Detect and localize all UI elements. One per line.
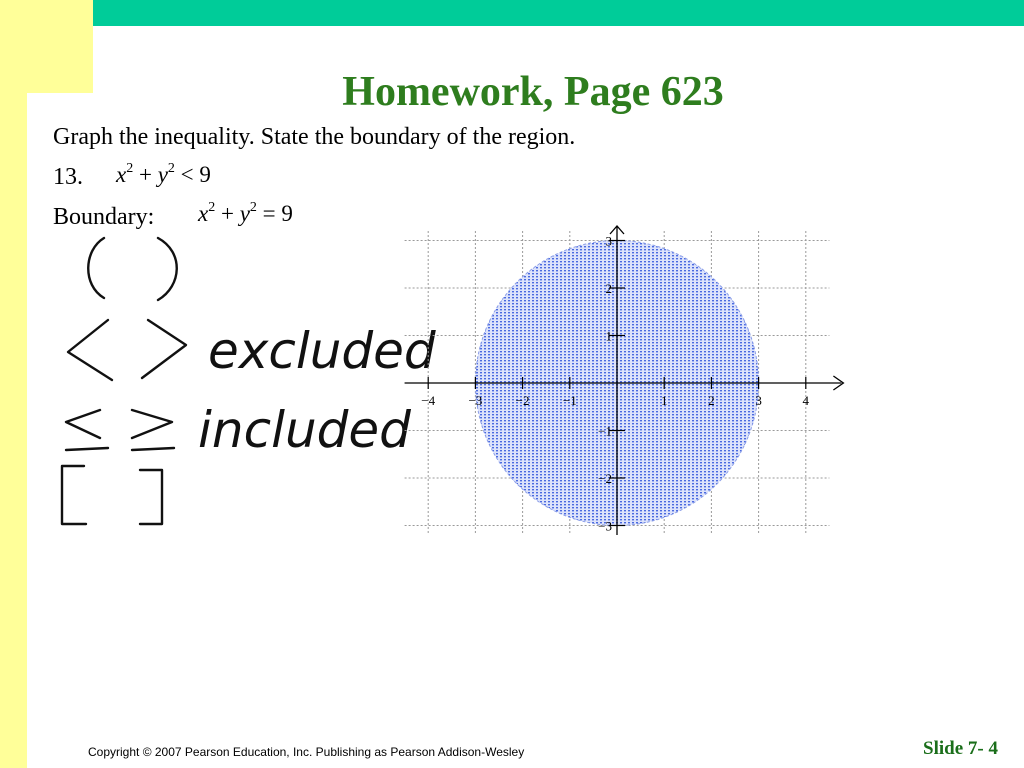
exponent: 2 [126,161,134,176]
copyright-text: Copyright © 2007 Pearson Education, Inc. Publishing as Pearson Addison-Wesley [88,745,525,759]
plus-sign: + [220,201,234,226]
var-y: y [157,162,168,187]
exponent: 2 [167,161,175,176]
var-x: x [198,201,209,226]
exponent: 2 [208,200,216,215]
y-tick-label: 3 [605,233,612,249]
x-tick-label: 4 [802,393,810,408]
x-tick-label: −3 [468,393,483,408]
x-tick-label: 1 [660,393,668,408]
exponent: 2 [249,200,257,215]
x-tick-label: −4 [421,393,436,408]
boundary-label: Boundary: [53,204,155,230]
var-y: y [239,201,250,226]
plus-sign: + [138,162,152,187]
y-tick-label: −3 [598,518,612,534]
less-than-sign: < [180,162,194,187]
slide-title: Homework, Page 623 [342,69,724,115]
rhs-value: 9 [199,162,211,187]
x-tick-label: −2 [515,393,530,408]
y-tick-label: 2 [605,281,612,296]
y-tick-label: −2 [598,471,612,486]
x-tick-label: 3 [755,393,762,408]
problem-number: 13. [53,164,83,190]
instruction-text: Graph the inequality. State the boundary of the region. [53,124,576,150]
rhs-value: 9 [281,201,293,226]
x-tick-label: −1 [562,393,577,408]
x-tick-label: 2 [708,393,715,408]
y-tick-label: 1 [605,328,612,344]
included-note: included [198,401,411,459]
y-tick-label: −1 [598,423,612,439]
var-x: x [116,162,127,187]
slide-number: Slide 7- 4 [923,738,998,759]
equals-sign: = [262,201,276,226]
excluded-note: excluded [208,322,436,380]
